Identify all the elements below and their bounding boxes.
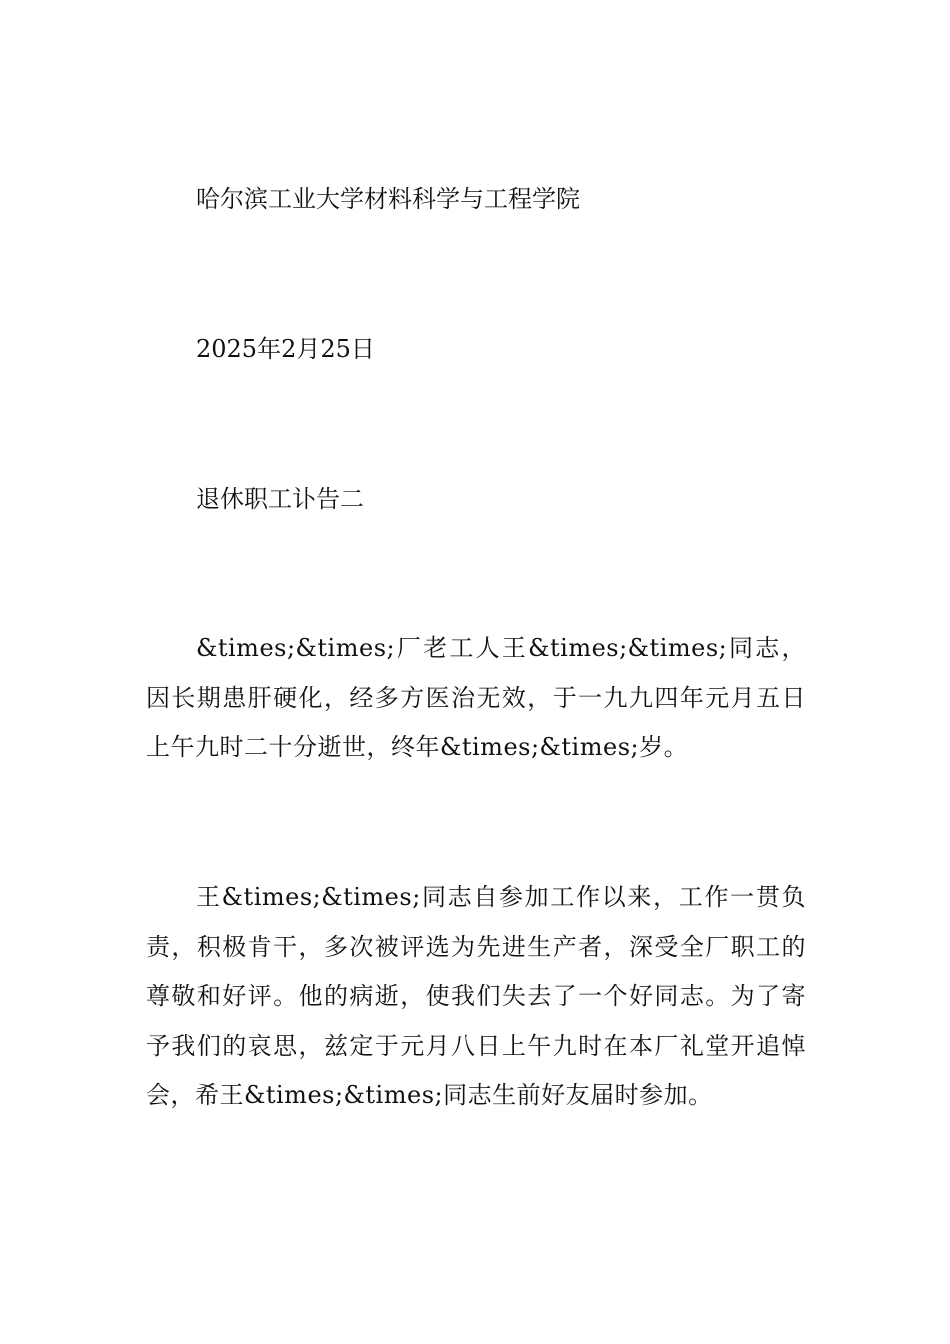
- document-title: 退休职工讣告二: [196, 485, 364, 513]
- body-paragraph: &times;&times;厂老工人王&times;&times;同志，因长期患肝硬化，经多方医治无效，于一九九四年元月五日上午九时二十分逝世，终年&times;&times;岁。: [146, 634, 806, 761]
- document-date: 2025年2月25日: [196, 335, 375, 363]
- body-paragraph: 王&times;&times;同志自参加工作以来，工作一贯负责，积极肯干，多次被评选为先进生产者，深受全厂职工的尊敬和好评。他的病逝，使我们失去了一个好同志。为了寄予我们的哀思，兹定于元月八日上午九时在本厂礼堂开追悼会，希王&times;&times;同志生前好友届时参加。: [146, 883, 806, 1109]
- organization-name: 哈尔滨工业大学材料科学与工程学院: [196, 185, 580, 213]
